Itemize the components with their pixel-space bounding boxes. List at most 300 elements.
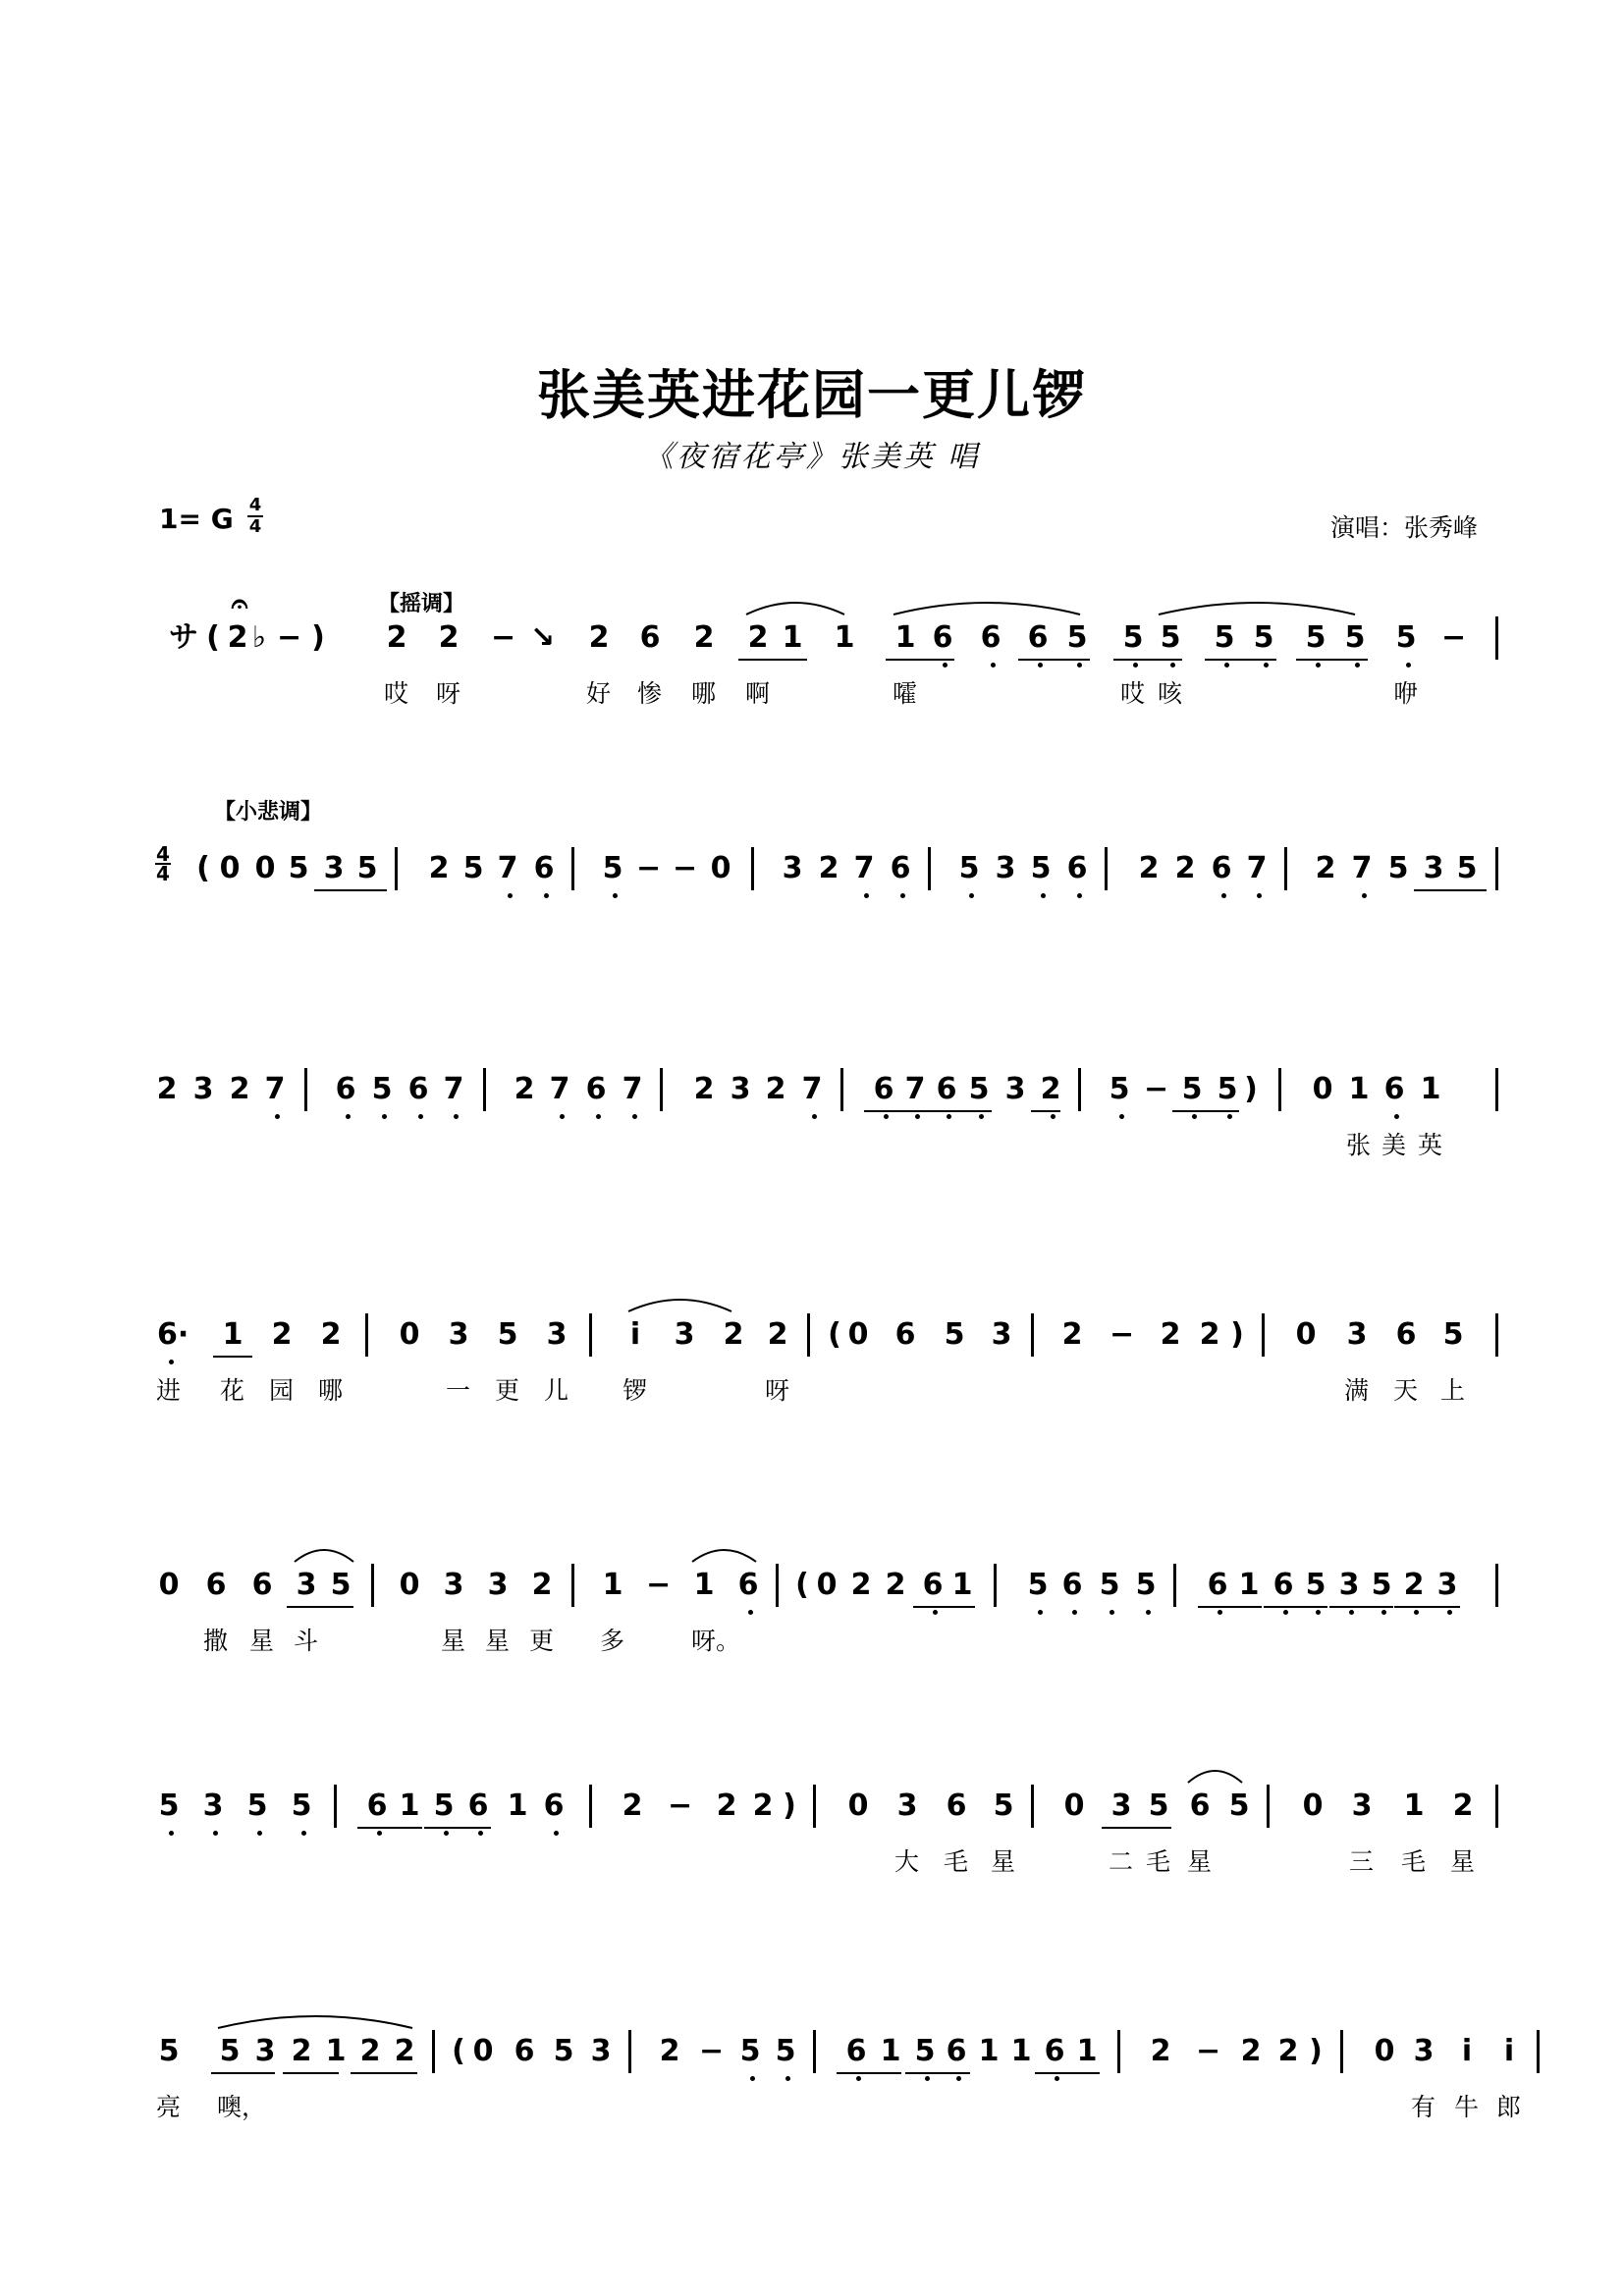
lyric: 进 xyxy=(156,1376,182,1405)
note: 2 xyxy=(1199,1317,1220,1352)
note: 2 xyxy=(156,1072,178,1106)
barline xyxy=(813,2030,816,2073)
note: 5 xyxy=(739,2034,761,2068)
octave-dot xyxy=(1192,1114,1197,1119)
note-underline xyxy=(213,1356,252,1358)
note: 5 xyxy=(1456,851,1478,885)
lyric: 呀 xyxy=(436,679,461,708)
note: 5 xyxy=(968,1072,990,1106)
note: − xyxy=(1441,620,1467,655)
lyric: 满 xyxy=(1344,1376,1370,1405)
note-underline xyxy=(1205,659,1276,661)
octave-dot xyxy=(812,1114,817,1119)
barline xyxy=(365,1313,368,1357)
note: 1 xyxy=(399,1789,420,1823)
lyric: 毛 xyxy=(1401,1847,1427,1876)
note: 2 xyxy=(765,1072,786,1106)
slur xyxy=(218,2010,412,2030)
note: 7 xyxy=(549,1072,570,1106)
note: 3 xyxy=(192,1072,214,1106)
octave-dot xyxy=(169,1831,174,1836)
note: 5 xyxy=(1160,620,1181,655)
note-underline xyxy=(1035,2072,1100,2074)
octave-dot xyxy=(508,893,513,898)
octave-dot xyxy=(1110,1610,1114,1615)
octave-dot xyxy=(1146,1610,1151,1615)
note: 7 xyxy=(443,1072,464,1106)
note: ) xyxy=(783,1789,796,1823)
note: 2 xyxy=(716,1789,737,1823)
note: 3 xyxy=(296,1568,317,1602)
lyric: 好 xyxy=(586,679,612,708)
octave-dot xyxy=(1218,1610,1222,1615)
note: 0 xyxy=(1312,1072,1333,1106)
note-underline xyxy=(314,889,387,891)
score-line-4 xyxy=(0,1315,1624,1433)
lyric: 噢， xyxy=(217,2093,267,2121)
note: ) xyxy=(1230,1317,1244,1352)
note: 1 xyxy=(222,1317,244,1352)
note: 6 xyxy=(1044,2034,1065,2068)
note: 3 xyxy=(1004,1072,1026,1106)
note: 5 xyxy=(958,851,980,885)
note-underline xyxy=(1113,659,1182,661)
note: 2 xyxy=(1452,1789,1474,1823)
octave-dot xyxy=(1283,1610,1288,1615)
octave-dot xyxy=(169,1360,174,1364)
score-line-6 xyxy=(0,1787,1624,1904)
octave-dot xyxy=(1447,1610,1452,1615)
note: − xyxy=(1144,1072,1169,1106)
score-line-3 xyxy=(0,1070,1624,1188)
note: 2 xyxy=(693,620,715,655)
note: 6 xyxy=(1207,1568,1228,1602)
score-line-2 xyxy=(0,800,1624,967)
note: ↘ xyxy=(530,620,556,655)
octave-dot xyxy=(884,1114,889,1119)
octave-dot xyxy=(596,1114,601,1119)
note: 5 xyxy=(1305,620,1326,655)
lyric: 哎 xyxy=(384,679,409,708)
lyric: 亮 xyxy=(156,2093,182,2121)
note: ( xyxy=(795,1568,809,1602)
note: 5 xyxy=(1214,620,1235,655)
note: 1 xyxy=(1010,2034,1032,2068)
note: ) xyxy=(1244,1072,1258,1106)
barline xyxy=(928,847,931,890)
key-time-signature xyxy=(247,496,263,537)
note: 2 xyxy=(723,1317,744,1352)
octave-dot xyxy=(979,1114,984,1119)
lyric: 花 xyxy=(220,1376,245,1405)
note: − xyxy=(491,620,516,655)
lyric: 星 xyxy=(485,1627,511,1655)
note: 6 xyxy=(585,1072,607,1106)
octave-dot xyxy=(785,2076,790,2081)
note: 6· xyxy=(157,1317,189,1352)
note: 5 xyxy=(944,1317,965,1352)
lyric: 斗 xyxy=(294,1627,319,1655)
note: 2 xyxy=(229,1072,250,1106)
note: 3 xyxy=(590,2034,612,2068)
note: 6 xyxy=(1272,1568,1294,1602)
note: 5 xyxy=(1228,1789,1250,1823)
lyric: 嚯 xyxy=(893,679,918,708)
note: ) xyxy=(311,620,325,655)
section-label: 【摇调】 xyxy=(378,592,465,616)
octave-dot xyxy=(1264,663,1269,667)
barline xyxy=(1105,847,1108,890)
barline xyxy=(1495,616,1498,660)
barline xyxy=(1495,1564,1498,1607)
note: 5 xyxy=(1253,620,1274,655)
note: 7 xyxy=(497,851,518,885)
lyric: 毛 xyxy=(1146,1847,1171,1876)
note: 5 xyxy=(775,2034,796,2068)
note: 2 xyxy=(1240,2034,1262,2068)
lyric: 星 xyxy=(441,1627,466,1655)
note: ( xyxy=(828,1317,841,1352)
note: 2 xyxy=(818,851,839,885)
note: 0 xyxy=(254,851,276,885)
note: 5 xyxy=(158,1789,180,1823)
note: 1 xyxy=(951,1568,973,1602)
note: 5 xyxy=(993,1789,1014,1823)
octave-dot xyxy=(1077,663,1082,667)
note: ( xyxy=(452,2034,465,2068)
note: 7 xyxy=(1246,851,1268,885)
octave-dot xyxy=(856,2076,861,2081)
note: ( xyxy=(196,851,210,885)
note: 2 xyxy=(394,2034,415,2068)
barline xyxy=(994,1564,997,1607)
octave-dot xyxy=(750,2076,755,2081)
barline xyxy=(1340,2030,1343,2073)
note: 0 xyxy=(219,851,241,885)
note-underline xyxy=(1394,1606,1460,1608)
page-title: 张美英进花园一更儿锣 xyxy=(537,364,1087,426)
fermata-icon: 𝄐 xyxy=(231,587,248,621)
note: 3 xyxy=(443,1568,464,1602)
slur xyxy=(893,597,1080,616)
note: 2 xyxy=(588,620,610,655)
note-underline xyxy=(351,2072,417,2074)
note: ♭ xyxy=(251,620,267,655)
note: 6 xyxy=(1189,1789,1211,1823)
note: 6 xyxy=(1066,851,1088,885)
note: 3 xyxy=(448,1317,469,1352)
note-underline xyxy=(1018,659,1090,661)
note: 2 xyxy=(1403,1568,1425,1602)
note: 2 xyxy=(693,1072,715,1106)
note: 2 xyxy=(622,1789,643,1823)
note: − xyxy=(673,851,698,885)
lyric: 呀。 xyxy=(691,1627,741,1655)
note: 1 xyxy=(834,620,855,655)
note: 6 xyxy=(922,1568,944,1602)
barline xyxy=(334,1785,337,1828)
note-underline xyxy=(211,2072,275,2074)
note-underline xyxy=(1264,1606,1327,1608)
octave-dot xyxy=(613,893,618,898)
note: 1 xyxy=(1420,1072,1441,1106)
slur xyxy=(692,1544,756,1564)
note: 5 xyxy=(1066,620,1088,655)
octave-dot xyxy=(1362,893,1367,898)
octave-dot xyxy=(956,2076,961,2081)
note-underline xyxy=(1414,889,1487,891)
note: i xyxy=(629,1317,641,1352)
note: 0 xyxy=(472,2034,494,2068)
score-line-5 xyxy=(0,1566,1624,1683)
note: 3 xyxy=(896,1789,918,1823)
note: 7 xyxy=(801,1072,823,1106)
note: 6 xyxy=(1061,1568,1083,1602)
note: 0 xyxy=(158,1568,180,1602)
slur xyxy=(1188,1765,1242,1785)
note: 5 xyxy=(1122,620,1144,655)
note: − xyxy=(668,1789,693,1823)
barline xyxy=(807,1313,810,1357)
note: 2 xyxy=(271,1317,293,1352)
octave-dot xyxy=(213,1831,218,1836)
barline xyxy=(1495,1785,1498,1828)
note: − xyxy=(277,620,302,655)
note: 3 xyxy=(487,1568,509,1602)
note: 5 xyxy=(1442,1317,1464,1352)
note: 5 xyxy=(1217,1072,1238,1106)
octave-dot xyxy=(1221,893,1226,898)
octave-dot xyxy=(1119,1114,1124,1119)
octave-dot xyxy=(864,893,869,898)
note: 2 xyxy=(386,620,407,655)
barline xyxy=(571,847,574,890)
note: 3 xyxy=(782,851,803,885)
note: 2 xyxy=(1315,851,1336,885)
note: 6 xyxy=(1211,851,1232,885)
lyric: 牛 xyxy=(1454,2093,1480,2121)
note: 1 xyxy=(782,620,803,655)
octave-dot xyxy=(632,1114,637,1119)
note: 6 xyxy=(932,620,953,655)
lyric: 哪 xyxy=(691,679,717,708)
lyric: 毛 xyxy=(944,1847,969,1876)
section-label: 【小悲调】 xyxy=(214,800,323,825)
note: 2 xyxy=(1277,2034,1299,2068)
lyric: 撒 xyxy=(203,1627,229,1655)
barline xyxy=(751,847,754,890)
lyric: 天 xyxy=(1393,1376,1419,1405)
octave-dot xyxy=(1077,893,1082,898)
lyric: 咳 xyxy=(1158,679,1183,708)
barline xyxy=(1267,1785,1270,1828)
lyric: 儿 xyxy=(544,1376,569,1405)
octave-dot xyxy=(1041,893,1046,898)
note: 3 xyxy=(1436,1568,1458,1602)
note: 0 xyxy=(710,851,731,885)
lyric: 一 xyxy=(446,1376,471,1405)
octave-dot xyxy=(1055,2076,1059,2081)
octave-dot xyxy=(915,1114,920,1119)
lyric: 哎 xyxy=(1120,679,1146,708)
note: − xyxy=(1110,1317,1135,1352)
octave-dot xyxy=(1038,663,1043,667)
octave-dot xyxy=(1170,663,1175,667)
note: 1 xyxy=(1403,1789,1425,1823)
note: 3 xyxy=(202,1789,224,1823)
note: 1 xyxy=(693,1568,715,1602)
octave-dot xyxy=(925,2076,930,2081)
note: 6 xyxy=(639,620,661,655)
note: 5 xyxy=(330,1568,352,1602)
note: 7 xyxy=(1351,851,1373,885)
lyric: 啊 xyxy=(745,679,771,708)
octave-dot xyxy=(454,1114,459,1119)
note: 5 xyxy=(219,2034,241,2068)
note: 0 xyxy=(816,1568,838,1602)
note: 3 xyxy=(1338,1568,1360,1602)
note: 5 xyxy=(1109,1072,1130,1106)
octave-dot xyxy=(544,893,549,898)
note: 5 xyxy=(1395,620,1417,655)
note: 7 xyxy=(622,1072,643,1106)
time-sig-bottom: 4 xyxy=(156,862,170,885)
note: 5 xyxy=(158,2034,180,2068)
octave-dot xyxy=(969,893,974,898)
note: 0 xyxy=(1374,2034,1395,2068)
note-underline xyxy=(1198,1606,1262,1608)
octave-dot xyxy=(1316,663,1321,667)
note: 5 xyxy=(914,2034,936,2068)
note: 1 xyxy=(507,1789,528,1823)
barline xyxy=(589,1313,592,1357)
lyric: 呀 xyxy=(765,1376,790,1405)
lyric: 星 xyxy=(991,1847,1016,1876)
lyric: 美 xyxy=(1381,1131,1407,1159)
lyric: 星 xyxy=(249,1627,275,1655)
note: 2 xyxy=(1040,1072,1061,1106)
note: 5 xyxy=(356,851,378,885)
note-underline xyxy=(287,1606,353,1608)
octave-dot xyxy=(991,663,996,667)
note: 1 xyxy=(880,2034,901,2068)
slur xyxy=(1159,597,1355,616)
barline xyxy=(628,2030,631,2073)
note: 3 xyxy=(674,1317,695,1352)
barline xyxy=(1173,1564,1176,1607)
note: 2 xyxy=(747,620,769,655)
barline xyxy=(1278,1068,1281,1111)
note: − xyxy=(1196,2034,1221,2068)
octave-dot xyxy=(554,1831,559,1836)
barline xyxy=(395,847,398,890)
note: 6 xyxy=(936,1072,957,1106)
lyric: 哪 xyxy=(318,1376,344,1405)
note: 2 xyxy=(659,2034,680,2068)
slur xyxy=(628,1294,731,1313)
note: 7 xyxy=(853,851,875,885)
note: 3 xyxy=(1423,851,1444,885)
note: 3 xyxy=(546,1317,568,1352)
note: 2 xyxy=(531,1568,553,1602)
lyric: 英 xyxy=(1418,1131,1443,1159)
barline xyxy=(776,1564,779,1607)
note: 5 xyxy=(1099,1568,1120,1602)
octave-dot xyxy=(1051,1114,1056,1119)
octave-dot xyxy=(1224,663,1229,667)
octave-dot xyxy=(301,1831,306,1836)
time-sig-top: 4 xyxy=(248,495,262,515)
note: 7 xyxy=(904,1072,926,1106)
note: 5 xyxy=(291,1789,312,1823)
octave-dot xyxy=(275,1114,280,1119)
octave-dot xyxy=(1227,1114,1232,1119)
octave-dot xyxy=(560,1114,565,1119)
octave-dot xyxy=(377,1831,382,1836)
note-underline xyxy=(424,1827,491,1829)
note: 2 xyxy=(885,1568,906,1602)
time-sig-bottom: 4 xyxy=(248,516,262,537)
octave-dot xyxy=(382,1114,387,1119)
note: 5 xyxy=(433,1789,455,1823)
octave-dot xyxy=(933,1610,938,1615)
note: 6 xyxy=(946,1789,967,1823)
barline xyxy=(1031,1313,1034,1357)
note: 6 xyxy=(407,1072,429,1106)
note-underline xyxy=(905,2072,970,2074)
note: 3 xyxy=(1413,2034,1435,2068)
lyric: 张 xyxy=(1346,1131,1372,1159)
notation-row xyxy=(0,1787,1624,1788)
note: 5 xyxy=(602,851,623,885)
note: 7 xyxy=(264,1072,286,1106)
note-underline xyxy=(1296,659,1368,661)
note: 6 xyxy=(533,851,555,885)
note: 6 xyxy=(205,1568,227,1602)
note: 2 xyxy=(1061,1317,1083,1352)
note: 0 xyxy=(847,1789,869,1823)
note: 2 xyxy=(514,1072,535,1106)
note: 3 xyxy=(995,851,1016,885)
note: 1 xyxy=(325,2034,347,2068)
note: 0 xyxy=(1063,1789,1085,1823)
note: ( xyxy=(206,620,220,655)
note: 1 xyxy=(1076,2034,1098,2068)
octave-dot xyxy=(1133,663,1138,667)
note-underline xyxy=(283,2072,339,2074)
note: 0 xyxy=(1302,1789,1324,1823)
note: 5 xyxy=(1371,1568,1392,1602)
note: 2 xyxy=(428,851,450,885)
barline xyxy=(1031,1785,1034,1828)
barline xyxy=(1495,1313,1498,1357)
note: 5 xyxy=(553,2034,574,2068)
octave-dot xyxy=(1349,1610,1354,1615)
barline xyxy=(1078,1068,1081,1111)
note: 2 xyxy=(1174,851,1196,885)
barline xyxy=(304,1068,307,1111)
note: 6 xyxy=(543,1789,565,1823)
lyric: 咿 xyxy=(1393,679,1419,708)
note: − xyxy=(646,1568,672,1602)
barline xyxy=(1117,2030,1120,2073)
octave-dot xyxy=(444,1831,449,1836)
note: 6 xyxy=(1383,1072,1405,1106)
note: 2 xyxy=(227,620,248,655)
octave-dot xyxy=(1406,663,1411,667)
octave-dot xyxy=(418,1114,423,1119)
singer-credit: 演唱：张秀峰 xyxy=(1330,513,1479,542)
